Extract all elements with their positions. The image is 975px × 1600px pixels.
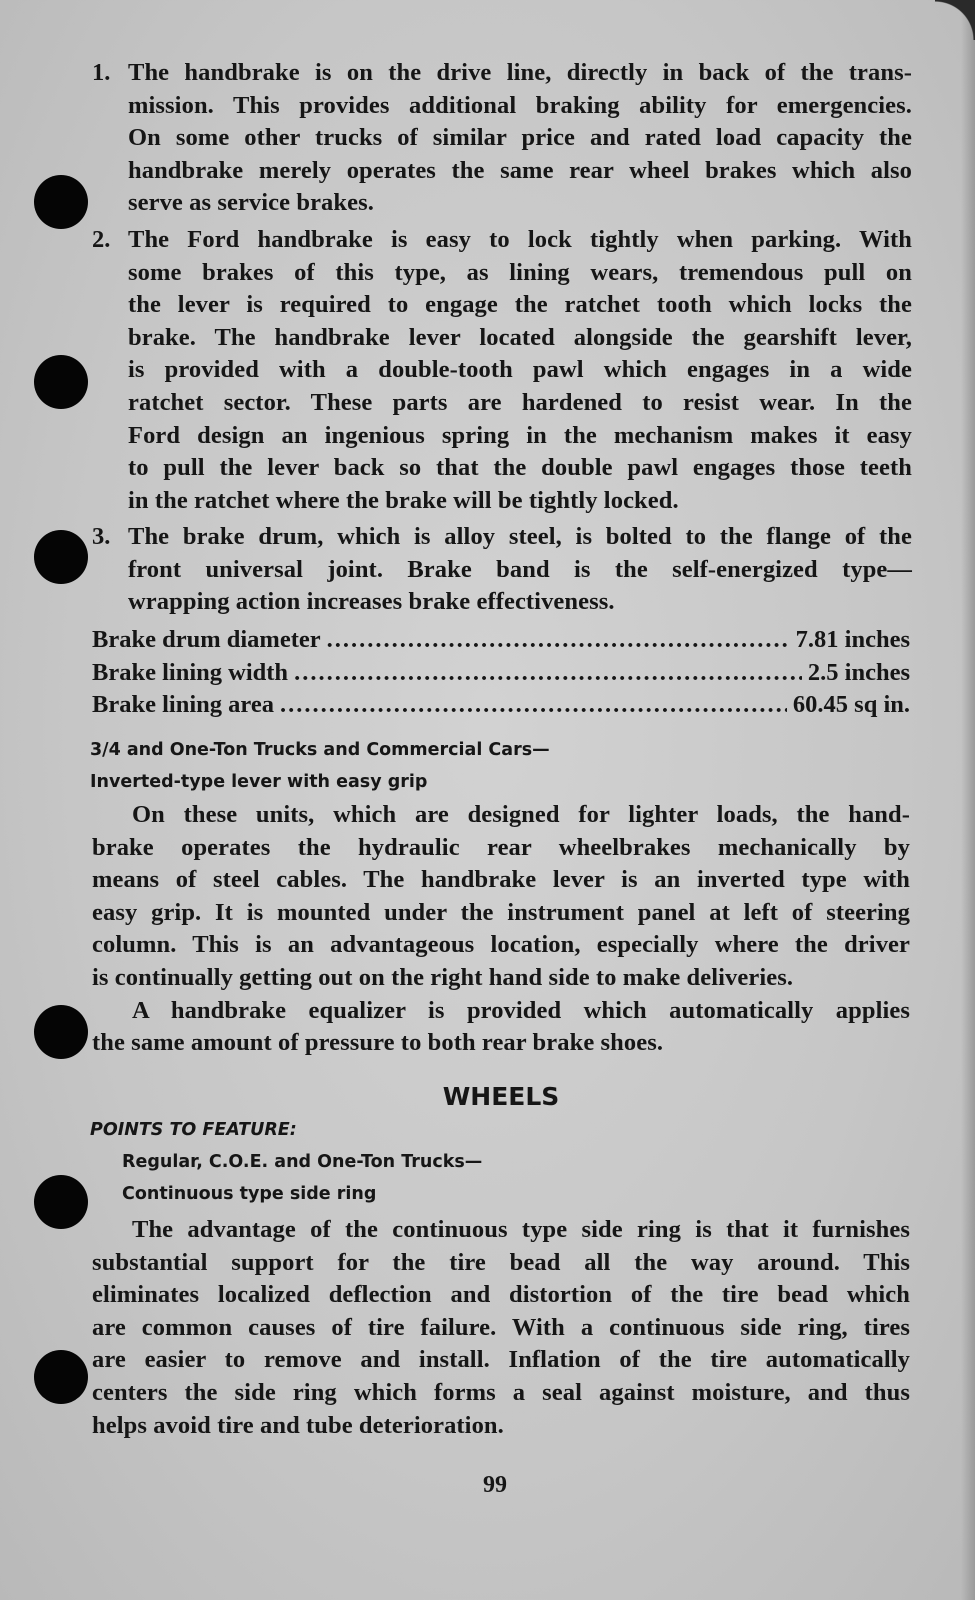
- item-line: brake. The handbrake lever located alongside the gearshift lever,: [128, 323, 912, 351]
- spec-label: Brake lining width: [92, 658, 289, 686]
- item-line: is provided with a double-tooth pawl which engages in a wide: [128, 356, 912, 384]
- item-line: The handbrake is on the drive line, directly in back of the trans-: [128, 59, 912, 86]
- punch-hole: [34, 1005, 88, 1059]
- item-line: front universal joint. Brake band is the self-energized type—: [128, 555, 912, 583]
- item-line: The brake drum, which is alloy steel, is bolted to the flange of the: [128, 523, 912, 550]
- paragraph-line: are common causes of tire failure. With a continuous side ring, tires: [92, 1313, 910, 1341]
- paragraph-line: column. This is an advantageous location, especially where the driver: [92, 931, 910, 959]
- paragraph-line: helps avoid tire and tube deterioration.: [92, 1411, 504, 1439]
- punch-hole: [34, 355, 88, 409]
- spec-value: 2.5 inches: [807, 658, 910, 686]
- subheading: Regular, C.O.E. and One-Ton Trucks—: [122, 1152, 483, 1172]
- item-line: The Ford handbrake is easy to lock tightly when parking. With: [128, 226, 912, 253]
- paragraph-line: eliminates localized deflection and distortion of the tire bead which: [92, 1281, 910, 1309]
- spec-label: Brake drum diameter: [92, 626, 321, 653]
- item-line: wrapping action increases brake effectiveness.: [128, 588, 615, 616]
- paragraph-line: centers the side ring which forms a seal against moisture, and thus: [92, 1379, 910, 1406]
- item-line: the lever is required to engage the ratchet tooth which locks the: [128, 291, 912, 319]
- section-heading: WHEELS: [442, 1082, 560, 1111]
- subheading: Inverted-type lever with easy grip: [90, 772, 428, 792]
- paragraph-line: brake operates the hydraulic rear wheelbrakes mechanically by: [92, 833, 910, 861]
- spec-row: [92, 658, 910, 688]
- page-edge: [961, 0, 975, 1600]
- paragraph-line: is continually getting out on the right hand side to make deliveries.: [92, 964, 794, 991]
- page-number: 99: [483, 1472, 507, 1498]
- item-line: to pull the lever back so that the double pawl engages those teeth: [128, 454, 912, 482]
- paragraph-line: The advantage of the continuous type side ring is that it furnishes: [132, 1216, 910, 1243]
- item-line: On some other trucks of similar price and rated load capacity the: [128, 124, 912, 152]
- item-line: in the ratchet where the brake will be tightly locked.: [128, 486, 679, 514]
- subheading: 3/4 and One-Ton Trucks and Commercial Cars—: [90, 740, 550, 760]
- item-number: 3.: [92, 523, 111, 550]
- paragraph-line: substantial support for the tire bead all the way around. This: [92, 1248, 910, 1276]
- item-line: handbrake merely operates the same rear wheel brakes which also: [128, 156, 912, 184]
- dot-leader: [294, 658, 802, 688]
- item-line: mission. This provides additional braking ability for emergencies.: [128, 91, 912, 119]
- spec-row: [92, 625, 910, 655]
- points-label: POINTS TO FEATURE:: [90, 1120, 297, 1140]
- subheading: Continuous type side ring: [122, 1184, 377, 1204]
- item-number: 1.: [92, 59, 111, 86]
- item-line: some brakes of this type, as lining wears, tremendous pull on: [128, 258, 912, 286]
- paragraph-line: A handbrake equalizer is provided which automatically applies: [132, 996, 910, 1024]
- spec-label: Brake lining area: [92, 691, 274, 719]
- dot-leader: [327, 625, 790, 655]
- dot-leader: [280, 690, 787, 720]
- spec-value: 60.45 sq in.: [792, 691, 910, 719]
- item-number: 2.: [92, 226, 111, 253]
- spec-row: [92, 690, 910, 720]
- paragraph-line: means of steel cables. The handbrake lever is an inverted type with: [92, 866, 910, 894]
- paragraph-line: the same amount of pressure to both rear brake shoes.: [92, 1029, 664, 1057]
- item-line: serve as service brakes.: [128, 189, 374, 217]
- item-line: ratchet sector. These parts are hardened to resist wear. In the: [128, 389, 912, 416]
- page-corner: [935, 0, 975, 40]
- paragraph-line: On these units, which are designed for lighter loads, the hand-: [132, 801, 910, 828]
- punch-hole: [34, 530, 88, 584]
- paragraph-line: are easier to remove and install. Inflation of the tire automatically: [92, 1346, 910, 1374]
- spec-value: 7.81 inches: [795, 626, 910, 653]
- item-line: Ford design an ingenious spring in the mechanism makes it easy: [128, 421, 912, 449]
- punch-hole: [34, 1350, 88, 1404]
- paragraph-line: easy grip. It is mounted under the instrument panel at left of steering: [92, 898, 910, 926]
- punch-hole: [34, 175, 88, 229]
- punch-hole: [34, 1175, 88, 1229]
